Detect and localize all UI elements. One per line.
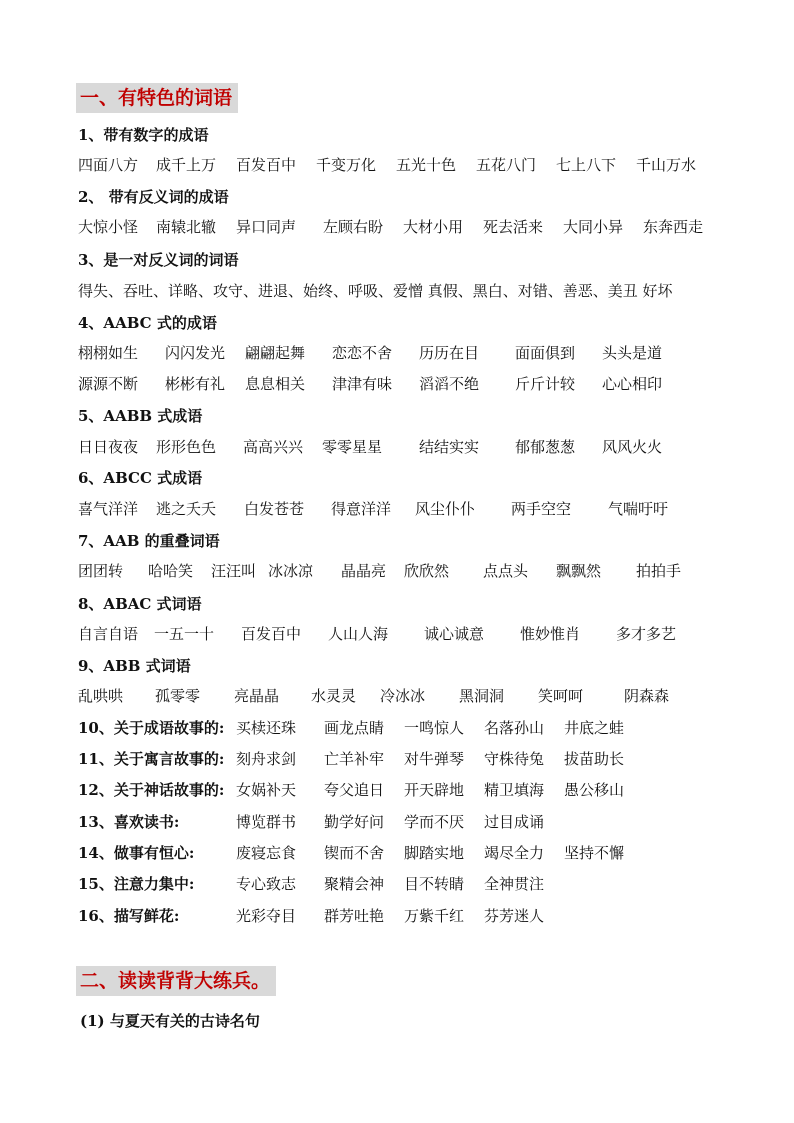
group-heading: 7、AAB 的重叠词语 [78,532,220,550]
group-heading: 2、 带有反义词的成语 [78,188,229,206]
idiom-word: 斤斤计较 [515,375,576,393]
idiom-word: 万紫千红 [404,907,465,925]
idiom-word: 对牛弹琴 [404,750,465,768]
idiom-word: 目不转睛 [404,875,465,893]
idiom-word: 刻舟求剑 [236,750,297,768]
idiom-word: 水灵灵 [311,687,357,705]
category-label: 14、做事有恒心: [78,844,195,862]
word-row [78,779,678,799]
idiom-word: 人山人海 [328,625,389,643]
idiom-word: 笑呵呵 [538,687,584,705]
idiom-word: 光彩夺目 [236,907,297,925]
word-row [78,685,758,705]
idiom-word: 七上八下 [556,156,617,174]
idiom-word: 逃之夭夭 [156,500,217,518]
idiom-word: 精卫填海 [484,781,545,799]
idiom-word: 面面俱到 [515,344,576,362]
idiom-word: 滔滔不绝 [419,375,480,393]
idiom-word: 津津有味 [332,375,393,393]
group-heading: 6、ABCC 式成语 [78,469,203,487]
idiom-word: 日日夜夜 [78,438,139,456]
idiom-word: 诚心诚意 [424,625,485,643]
idiom-word: 勤学好问 [324,813,385,831]
group-heading: 1、带有数字的成语 [78,126,209,144]
idiom-word: 两手空空 [511,500,572,518]
word-row [78,748,678,768]
category-label: 16、描写鲜花: [78,907,180,925]
idiom-word: 南辕北辙 [156,218,217,236]
word-row [78,560,758,580]
idiom-word: 一五一十 [154,625,215,643]
word-row [78,905,678,925]
idiom-word: 全神贯注 [484,875,545,893]
word-line: 得失、吞吐、详略、攻守、进退、始终、呼吸、爱憎 真假、黑白、对错、善恶、美丑 好坏 [78,282,673,300]
idiom-word: 冰冰凉 [268,562,314,580]
idiom-word: 冷冰冰 [380,687,426,705]
idiom-word: 零零星星 [322,438,383,456]
group-heading: 9、ABB 式词语 [78,657,191,675]
idiom-word: 坚持不懈 [564,844,625,862]
idiom-word: 飘飘然 [556,562,602,580]
idiom-word: 喜气洋洋 [78,500,139,518]
idiom-word: 百发百中 [241,625,302,643]
word-row [78,873,678,893]
word-row [78,717,678,737]
word-row [78,811,678,831]
idiom-word: 竭尽全力 [484,844,545,862]
idiom-word: 大材小用 [403,218,464,236]
idiom-word: 白发苍苍 [244,500,305,518]
idiom-word: 晶晶亮 [341,562,387,580]
idiom-word: 开天辟地 [404,781,465,799]
idiom-word: 欣欣然 [404,562,450,580]
idiom-word: 形形色色 [156,438,217,456]
idiom-word: 郁郁葱葱 [515,438,576,456]
category-label: 12、关于神话故事的: [78,781,225,799]
idiom-word: 群芳吐艳 [324,907,385,925]
idiom-word: 千山万水 [636,156,697,174]
idiom-word: 锲而不舍 [324,844,385,862]
idiom-word: 惟妙惟肖 [520,625,581,643]
idiom-word: 大惊小怪 [78,218,139,236]
word-row [78,373,758,393]
idiom-word: 心心相印 [602,375,663,393]
idiom-word: 源源不断 [78,375,139,393]
idiom-word: 芬芳迷人 [484,907,545,925]
idiom-word: 历历在目 [419,344,480,362]
group-heading: 4、AABC 式的成语 [78,314,217,332]
word-row [78,623,758,643]
word-row [78,842,678,862]
idiom-word: 自言自语 [78,625,139,643]
word-row [78,342,758,362]
category-label: 13、喜欢读书: [78,813,180,831]
section-title-2: 二、读读背背大练兵。 [76,966,276,996]
idiom-word: 翩翩起舞 [245,344,306,362]
sub-heading-summer-poems: (1) 与夏天有关的古诗名句 [80,1012,260,1030]
idiom-word: 风尘仆仆 [415,500,476,518]
idiom-word: 亡羊补牢 [324,750,385,768]
idiom-word: 左顾右盼 [323,218,384,236]
idiom-word: 一鸣惊人 [404,719,465,737]
idiom-word: 废寝忘食 [236,844,297,862]
idiom-word: 点点头 [483,562,529,580]
section-title-1: 一、有特色的词语 [76,83,238,113]
idiom-word: 多才多艺 [616,625,677,643]
group-heading: 5、AABB 式成语 [78,407,203,425]
idiom-word: 大同小异 [563,218,624,236]
idiom-word: 栩栩如生 [78,344,139,362]
idiom-word: 彬彬有礼 [165,375,226,393]
idiom-word: 阴森森 [624,687,670,705]
idiom-word: 学而不厌 [404,813,465,831]
idiom-word: 博览群书 [236,813,297,831]
category-label: 15、注意力集中: [78,875,195,893]
category-label: 11、关于寓言故事的: [78,750,225,768]
idiom-word: 亮晶晶 [234,687,280,705]
idiom-word: 息息相关 [245,375,306,393]
idiom-word: 哈哈笑 [148,562,194,580]
group-heading: 8、ABAC 式词语 [78,595,202,613]
word-row [78,154,758,174]
word-row [78,498,758,518]
idiom-word: 异口同声 [236,218,297,236]
idiom-word: 成千上万 [156,156,217,174]
idiom-word: 气喘吁吁 [608,500,669,518]
word-row [78,436,758,456]
idiom-word: 汪汪叫 [211,562,257,580]
group-heading: 3、是一对反义词的词语 [78,251,239,269]
idiom-word: 井底之蛙 [564,719,625,737]
word-row [78,216,758,236]
idiom-word: 闪闪发光 [165,344,226,362]
idiom-word: 专心致志 [236,875,297,893]
idiom-word: 百发百中 [236,156,297,174]
idiom-word: 死去活来 [483,218,544,236]
idiom-word: 千变万化 [316,156,377,174]
idiom-word: 脚踏实地 [404,844,465,862]
idiom-word: 女娲补天 [236,781,297,799]
idiom-word: 画龙点睛 [324,719,385,737]
idiom-word: 乱哄哄 [78,687,124,705]
idiom-word: 买椟还珠 [236,719,297,737]
idiom-word: 黑洞洞 [459,687,505,705]
idiom-word: 拔苗助长 [564,750,625,768]
idiom-word: 拍拍手 [636,562,682,580]
idiom-word: 头头是道 [602,344,663,362]
idiom-word: 四面八方 [78,156,139,174]
category-label: 10、关于成语故事的: [78,719,225,737]
idiom-word: 恋恋不舍 [332,344,393,362]
idiom-word: 守株待兔 [484,750,545,768]
idiom-word: 夸父追日 [324,781,385,799]
idiom-word: 东奔西走 [643,218,704,236]
idiom-word: 名落孙山 [484,719,545,737]
idiom-word: 孤零零 [155,687,201,705]
idiom-word: 风风火火 [602,438,663,456]
idiom-word: 五花八门 [476,156,537,174]
idiom-word: 结结实实 [419,438,480,456]
idiom-word: 愚公移山 [564,781,625,799]
idiom-word: 五光十色 [396,156,457,174]
idiom-word: 得意洋洋 [331,500,392,518]
idiom-word: 团团转 [78,562,124,580]
idiom-word: 过目成诵 [484,813,545,831]
idiom-word: 高高兴兴 [243,438,304,456]
idiom-word: 聚精会神 [324,875,385,893]
